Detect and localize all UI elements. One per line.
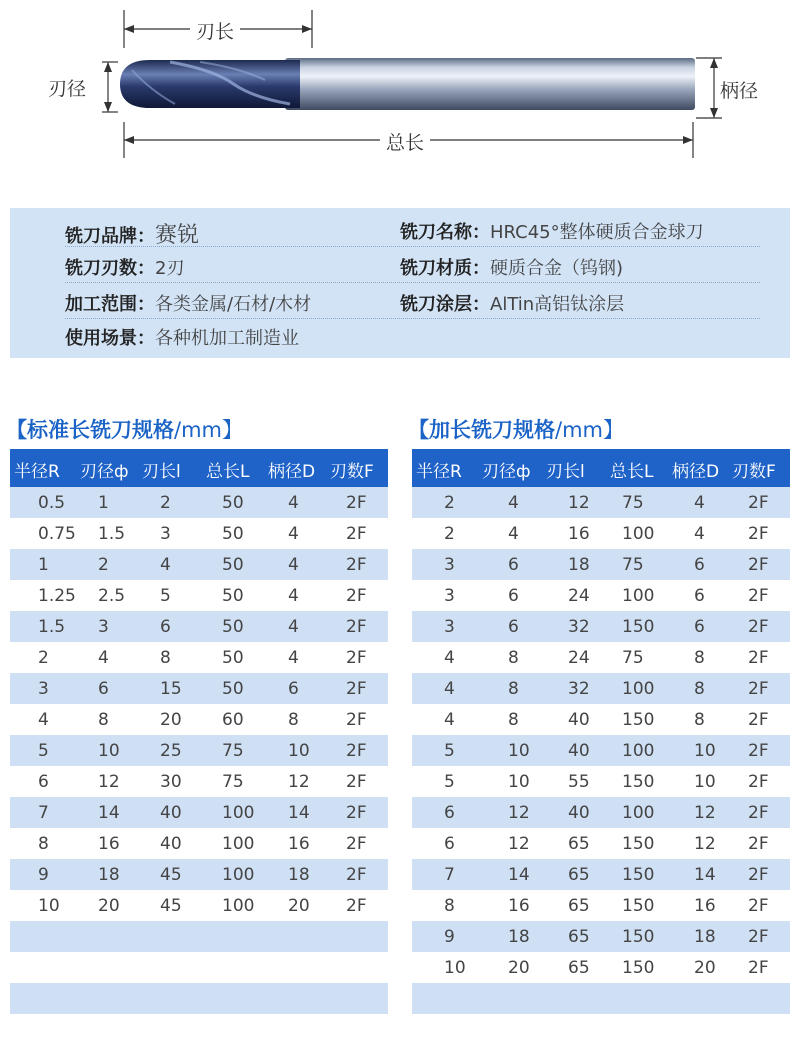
table-row (10, 983, 388, 1014)
total-length-label: 总长 (380, 128, 430, 155)
table-cell: 2F (748, 958, 769, 978)
table-row (412, 859, 790, 890)
table-cell: 12 (508, 834, 530, 854)
table-cell: 4 (444, 648, 455, 668)
table-cell: 75 (622, 648, 644, 668)
table-cell: 2F (748, 772, 769, 792)
table-row (10, 952, 388, 983)
table-row (412, 642, 790, 673)
table-cell: 40 (568, 803, 590, 823)
table-cell: 8 (160, 648, 171, 668)
table-row (412, 828, 790, 859)
table-cell: 2F (346, 679, 367, 699)
table-cell: 150 (622, 772, 655, 792)
table-row (10, 549, 388, 580)
table-row (412, 611, 790, 642)
table-row (10, 611, 388, 642)
table-row (10, 921, 388, 952)
table-cell: 2 (444, 493, 455, 513)
table-cell: 14 (288, 803, 310, 823)
table-cell: 2F (346, 834, 367, 854)
table-cell: 40 (568, 710, 590, 730)
table-cell: 50 (222, 679, 244, 699)
table-cell: 18 (508, 927, 530, 947)
table-row (412, 983, 790, 1014)
table-cell: 2 (444, 524, 455, 544)
table-cell: 2F (346, 493, 367, 513)
column-header: 柄径D (268, 462, 316, 482)
table-row (412, 580, 790, 611)
table-cell: 40 (160, 834, 182, 854)
spec-row (65, 320, 760, 352)
table-row (412, 921, 790, 952)
table-cell: 18 (568, 555, 590, 575)
ball-end-mill-illustration (0, 0, 800, 190)
table-cell: 100 (622, 803, 655, 823)
table-cell: 4 (288, 586, 299, 606)
table-cell: 2F (748, 555, 769, 575)
column-header: 柄径D (672, 462, 720, 482)
table-cell: 20 (694, 958, 716, 978)
table-row (10, 580, 388, 611)
table-row (412, 487, 790, 518)
table-cell: 6 (288, 679, 299, 699)
table-row (412, 673, 790, 704)
table-row (412, 1014, 790, 1045)
table-cell: 65 (568, 865, 590, 885)
table-cell: 18 (98, 865, 120, 885)
table-cell: 55 (568, 772, 590, 792)
table-cell: 2F (346, 710, 367, 730)
table-cell: 5 (444, 772, 455, 792)
table-cell: 4 (288, 524, 299, 544)
table-row (10, 828, 388, 859)
column-header: 半径R (14, 462, 60, 482)
table-cell: 12 (98, 772, 120, 792)
table-cell: 0.5 (38, 493, 66, 513)
table-cell: 10 (38, 896, 60, 916)
blade-length-label: 刃长 (190, 17, 240, 44)
column-header: 刃数F (732, 462, 776, 482)
table-cell: 75 (622, 493, 644, 513)
table-cell: 150 (622, 958, 655, 978)
table-cell: 3 (160, 524, 171, 544)
table-cell: 4 (288, 617, 299, 637)
table-cell: 4 (288, 648, 299, 668)
table-cell: 50 (222, 524, 244, 544)
table-cell: 4 (288, 555, 299, 575)
table-cell: 2F (748, 927, 769, 947)
table-cell: 100 (222, 803, 255, 823)
table-row (412, 549, 790, 580)
table-cell: 100 (222, 896, 255, 916)
table-row (10, 735, 388, 766)
table-cell: 4 (444, 710, 455, 730)
table-row (10, 673, 388, 704)
table-cell: 2F (346, 865, 367, 885)
extended-table-title: 【加长铣刀规格/mm】 (408, 418, 624, 442)
table-cell: 2F (748, 524, 769, 544)
table-cell: 100 (622, 741, 655, 761)
spec-coating: 铣刀涂层：AlTin高铝钛涂层 (400, 294, 625, 315)
column-header: 总长L (206, 462, 250, 482)
table-cell: 2F (346, 741, 367, 761)
table-header (10, 449, 388, 487)
table-cell: 16 (568, 524, 590, 544)
table-cell: 150 (622, 834, 655, 854)
table-cell: 8 (694, 710, 705, 730)
table-cell: 10 (508, 772, 530, 792)
table-cell: 6 (694, 617, 705, 637)
table-cell: 2 (38, 648, 49, 668)
spec-box (10, 208, 790, 358)
column-header: 刃径ф (482, 462, 531, 482)
table-row (10, 890, 388, 921)
table-cell: 150 (622, 865, 655, 885)
table-cell: 12 (568, 493, 590, 513)
table-cell: 32 (568, 679, 590, 699)
table-cell: 1 (98, 493, 109, 513)
table-cell: 65 (568, 958, 590, 978)
table-cell: 2F (748, 896, 769, 916)
spec-flutes: 铣刀刃数：2刃 (65, 258, 185, 279)
table-cell: 18 (288, 865, 310, 885)
table-cell: 1.5 (38, 617, 66, 637)
table-cell: 4 (160, 555, 171, 575)
column-header: 刃数F (330, 462, 374, 482)
table-cell: 32 (568, 617, 590, 637)
column-header: 刃径ф (80, 462, 129, 482)
table-cell: 50 (222, 493, 244, 513)
table-cell: 16 (98, 834, 120, 854)
spec-material: 铣刀材质：硬质合金（钨钢) (400, 258, 624, 279)
table-cell: 75 (222, 772, 244, 792)
table-cell: 16 (288, 834, 310, 854)
table-row (412, 704, 790, 735)
table-cell: 2F (748, 648, 769, 668)
table-cell: 2F (748, 710, 769, 730)
table-cell: 2F (748, 679, 769, 699)
table-cell: 7 (444, 865, 455, 885)
extended-spec-table (412, 449, 790, 1045)
table-cell: 2F (748, 741, 769, 761)
table-cell: 4 (38, 710, 49, 730)
table-cell: 2 (98, 555, 109, 575)
table-row (10, 766, 388, 797)
table-cell: 6 (508, 555, 519, 575)
spec-brand: 铣刀品牌：赛锐 (65, 223, 200, 248)
table-cell: 10 (288, 741, 310, 761)
table-cell: 50 (222, 555, 244, 575)
table-cell: 20 (288, 896, 310, 916)
table-row (10, 704, 388, 735)
table-cell: 3 (98, 617, 109, 637)
tool-diagram (0, 0, 800, 190)
table-row (10, 859, 388, 890)
table-cell: 6 (444, 834, 455, 854)
table-cell: 6 (694, 586, 705, 606)
table-cell: 10 (444, 958, 466, 978)
table-cell: 100 (622, 586, 655, 606)
table-cell: 24 (568, 648, 590, 668)
column-header: 半径R (416, 462, 462, 482)
table-cell: 8 (694, 648, 705, 668)
table-cell: 20 (98, 896, 120, 916)
table-row (412, 797, 790, 828)
table-cell: 50 (222, 586, 244, 606)
table-cell: 100 (622, 679, 655, 699)
spec-name: 铣刀名称：HRC45°整体硬质合金球刀 (400, 222, 704, 243)
table-cell: 8 (508, 679, 519, 699)
table-cell: 24 (568, 586, 590, 606)
table-cell: 5 (444, 741, 455, 761)
table-cell: 150 (622, 617, 655, 637)
table-cell: 2F (346, 524, 367, 544)
table-cell: 12 (288, 772, 310, 792)
table-cell: 14 (98, 803, 120, 823)
table-cell: 45 (160, 865, 182, 885)
table-cell: 2F (346, 617, 367, 637)
table-row (10, 797, 388, 828)
table-cell: 7 (38, 803, 49, 823)
table-cell: 2F (346, 648, 367, 668)
table-cell: 16 (694, 896, 716, 916)
table-row (412, 952, 790, 983)
table-cell: 6 (38, 772, 49, 792)
table-cell: 3 (38, 679, 49, 699)
table-cell: 8 (508, 648, 519, 668)
table-cell: 4 (508, 524, 519, 544)
table-cell: 30 (160, 772, 182, 792)
standard-spec-table (10, 449, 388, 1045)
table-cell: 14 (508, 865, 530, 885)
table-cell: 10 (694, 772, 716, 792)
table-cell: 40 (160, 803, 182, 823)
spec-row (65, 286, 760, 319)
table-cell: 8 (444, 896, 455, 916)
table-row (412, 735, 790, 766)
table-cell: 6 (694, 555, 705, 575)
table-cell: 2F (748, 586, 769, 606)
table-header (412, 449, 790, 487)
shank-diameter-label: 柄径 (720, 76, 758, 103)
table-cell: 150 (622, 710, 655, 730)
table-cell: 2F (346, 555, 367, 575)
table-cell: 5 (160, 586, 171, 606)
spec-row (65, 214, 760, 247)
table-cell: 9 (38, 865, 49, 885)
table-row (10, 518, 388, 549)
table-cell: 2F (748, 865, 769, 885)
table-cell: 4 (694, 493, 705, 513)
table-cell: 2F (748, 617, 769, 637)
table-row (10, 642, 388, 673)
table-cell: 75 (622, 555, 644, 575)
table-row (412, 518, 790, 549)
spec-row (65, 250, 760, 283)
table-cell: 14 (694, 865, 716, 885)
table-cell: 40 (568, 741, 590, 761)
table-cell: 60 (222, 710, 244, 730)
table-cell: 150 (622, 927, 655, 947)
table-cell: 5 (38, 741, 49, 761)
table-row (10, 487, 388, 518)
table-cell: 8 (98, 710, 109, 730)
table-cell: 0.75 (38, 524, 76, 544)
table-cell: 1.25 (38, 586, 76, 606)
table-cell: 1 (38, 555, 49, 575)
table-cell: 10 (694, 741, 716, 761)
table-cell: 18 (694, 927, 716, 947)
table-cell: 4 (288, 493, 299, 513)
standard-table-title: 【标准长铣刀规格/mm】 (6, 418, 243, 442)
table-cell: 4 (444, 679, 455, 699)
table-cell: 15 (160, 679, 182, 699)
table-cell: 65 (568, 834, 590, 854)
table-cell: 2.5 (98, 586, 126, 606)
table-cell: 4 (98, 648, 109, 668)
table-cell: 2F (346, 803, 367, 823)
table-cell: 100 (222, 865, 255, 885)
table-cell: 3 (444, 617, 455, 637)
table-cell: 12 (694, 803, 716, 823)
table-cell: 25 (160, 741, 182, 761)
table-cell: 100 (222, 834, 255, 854)
table-cell: 12 (508, 803, 530, 823)
table-cell: 65 (568, 927, 590, 947)
table-row (412, 766, 790, 797)
table-cell: 3 (444, 586, 455, 606)
table-cell: 2F (748, 493, 769, 513)
table-cell: 75 (222, 741, 244, 761)
table-row (412, 890, 790, 921)
table-cell: 65 (568, 896, 590, 916)
table-cell: 6 (98, 679, 109, 699)
table-cell: 2F (346, 896, 367, 916)
table-cell: 8 (694, 679, 705, 699)
column-header: 刃长l (546, 462, 585, 482)
blade-diameter-label: 刃径 (48, 74, 86, 101)
table-cell: 150 (622, 896, 655, 916)
table-cell: 16 (508, 896, 530, 916)
table-cell: 6 (444, 803, 455, 823)
table-cell: 2F (346, 772, 367, 792)
table-row (10, 1014, 388, 1045)
table-cell: 20 (160, 710, 182, 730)
table-cell: 10 (508, 741, 530, 761)
table-cell: 45 (160, 896, 182, 916)
table-cell: 8 (288, 710, 299, 730)
table-cell: 2F (748, 803, 769, 823)
spec-usage: 使用场景：各种机加工制造业 (65, 328, 299, 349)
table-cell: 2 (160, 493, 171, 513)
table-cell: 6 (508, 617, 519, 637)
table-cell: 4 (508, 493, 519, 513)
table-cell: 3 (444, 555, 455, 575)
table-cell: 12 (694, 834, 716, 854)
table-cell: 10 (98, 741, 120, 761)
table-cell: 20 (508, 958, 530, 978)
spec-range: 加工范围：各类金属/石材/木材 (65, 294, 312, 315)
table-cell: 50 (222, 648, 244, 668)
table-cell: 50 (222, 617, 244, 637)
column-header: 刃长l (142, 462, 181, 482)
table-cell: 1.5 (98, 524, 126, 544)
column-header: 总长L (610, 462, 654, 482)
table-cell: 2F (748, 834, 769, 854)
table-cell: 8 (508, 710, 519, 730)
table-cell: 2F (346, 586, 367, 606)
table-cell: 9 (444, 927, 455, 947)
table-cell: 4 (694, 524, 705, 544)
table-cell: 100 (622, 524, 655, 544)
table-cell: 8 (38, 834, 49, 854)
table-cell: 6 (160, 617, 171, 637)
table-cell: 6 (508, 586, 519, 606)
